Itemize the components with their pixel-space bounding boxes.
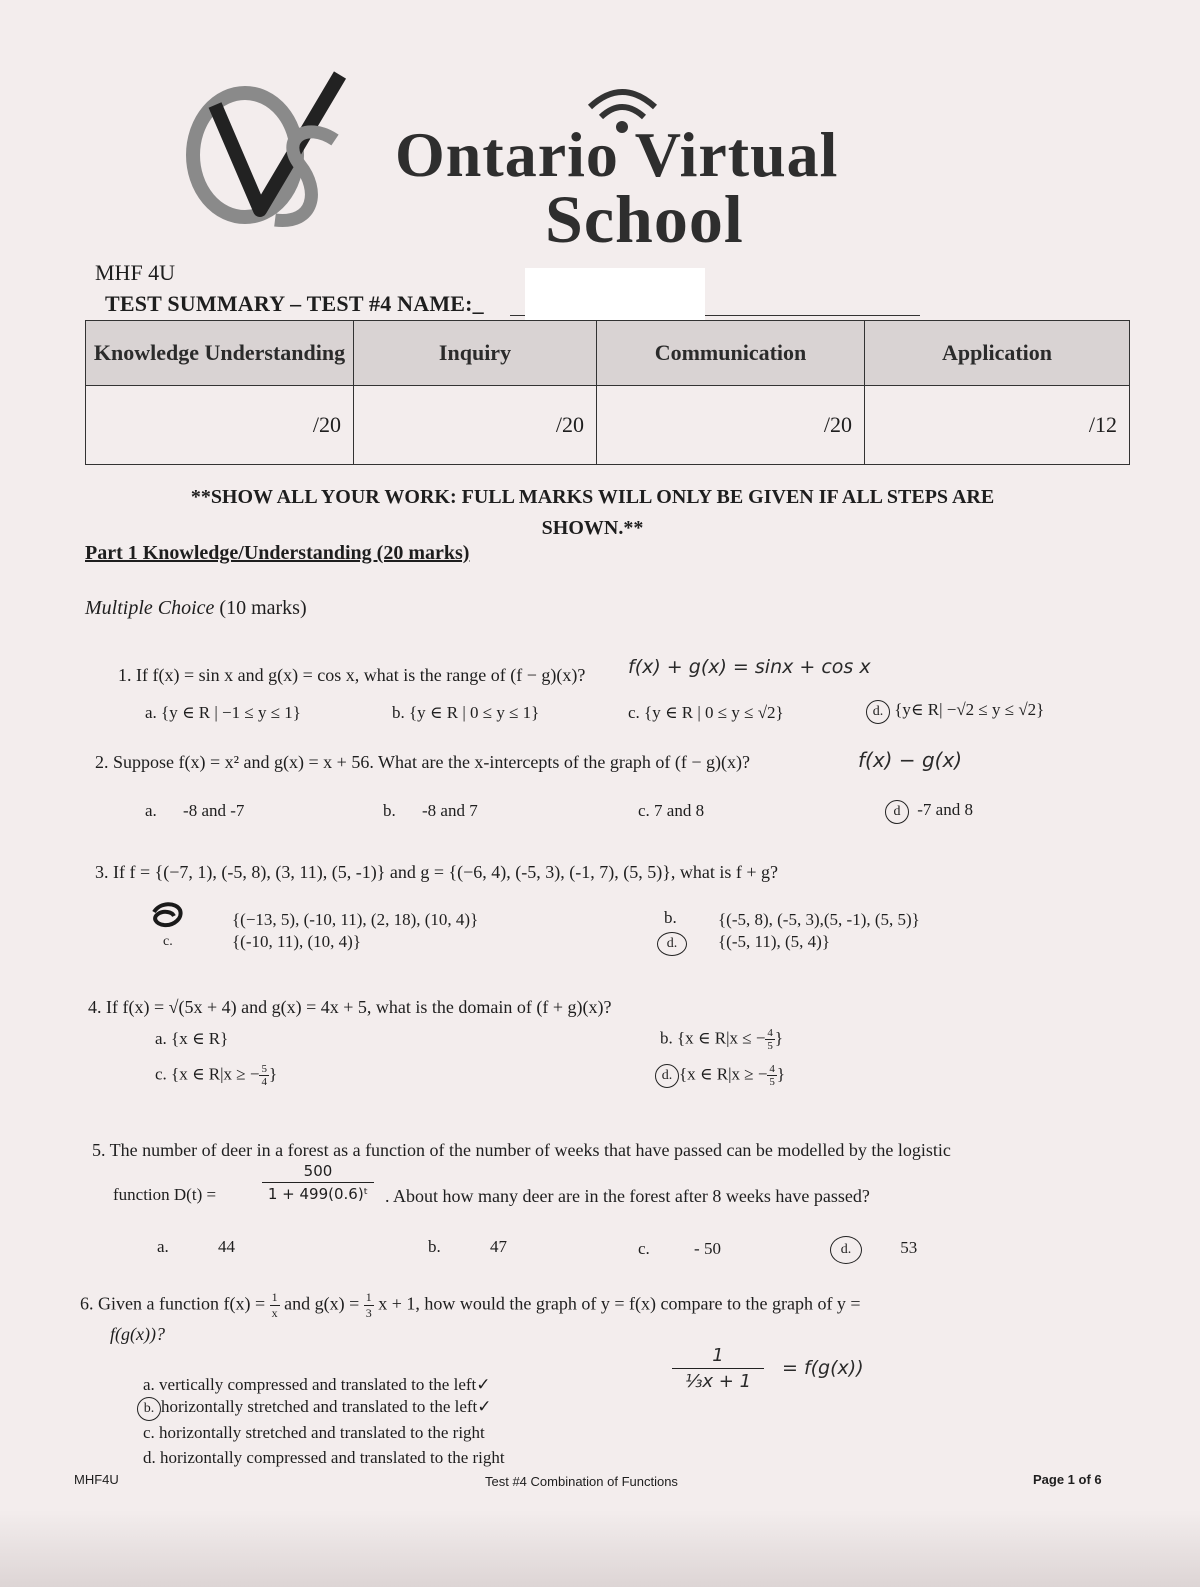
q1-option-c: c. {y ∈ R | 0 ≤ y ≤ √2} — [628, 703, 784, 722]
score-application: /12 — [865, 386, 1130, 465]
q4-option-d: d. {x ∈ R|x ≥ − $\frac{4}{5}$ } — [655, 1063, 785, 1088]
course-code: MHF 4U — [95, 260, 176, 285]
q5-numerator: 500 — [262, 1162, 374, 1183]
q1-text: 1. If f(x) = sin x and g(x) = cos x, what is the range of (f − g)(x)? — [118, 665, 586, 685]
q2-handwriting: f(x) − g(x) — [858, 748, 963, 772]
mc-heading — [85, 597, 307, 620]
q5-fraction — [262, 1162, 374, 1203]
score-communication: /20 — [597, 386, 865, 465]
q1-option-b: b. {y ∈ R | 0 ≤ y ≤ 1} — [392, 703, 540, 722]
mc-marks: (10 marks) — [219, 597, 307, 619]
q4-option-c: c. {x ∈ R|x ≥ − $\frac{5}{4}$ } — [155, 1063, 278, 1088]
summary-score-row — [86, 386, 1130, 465]
q1-d-selected-circle: d. — [866, 700, 890, 724]
q5-option-b: b. 47 — [428, 1237, 507, 1256]
q5-denominator: 1 + 499(0.6)ᵗ — [267, 1185, 369, 1203]
name-redaction-box — [525, 268, 705, 326]
logo-graphic — [175, 60, 365, 250]
q6-text-line1: 6. Given a function f(x) = $\frac{1}{x}$ and g(x) = $\frac{1}{3}$ x + 1, how would the graph of y = f(x) compare to the graph of y = — [80, 1290, 861, 1320]
q2-option-c: c. 7 and 8 — [638, 801, 705, 820]
q2-option-b: b. -8 and 7 — [383, 801, 478, 820]
header-application: Application — [865, 321, 1130, 386]
part1-title: Part 1 Knowledge/Understanding (20 marks) — [85, 542, 470, 564]
q5-text: 5. The number of deer in a forest as a function of the number of weeks that have passed can be modelled by the logistic — [92, 1140, 951, 1160]
q4-option-a: a. {x ∈ R} — [155, 1029, 229, 1048]
q6-option-d: d. horizontally compressed and translated to the right — [143, 1448, 505, 1467]
footer-left: MHF4U — [74, 1472, 119, 1487]
header-knowledge: Knowledge Understanding — [86, 321, 354, 386]
instructions-line1: **SHOW ALL YOUR WORK: FULL MARKS WILL ONLY BE GIVEN IF ALL STEPS ARE — [190, 486, 995, 508]
school-name-line1: Ontario Virtual — [395, 119, 839, 190]
q1-handwriting: f(x) + g(x) = sinx + cos x — [628, 656, 871, 678]
footer-center: Test #4 Combination of Functions — [485, 1474, 678, 1489]
q2-option-d: d -7 and 8 — [885, 800, 973, 824]
q6-text-line2: f(g(x))? — [110, 1324, 165, 1344]
q3-text: 3. If f = {(−7, 1), (-5, 8), (3, 11), (5, -1)} and g = {(−6, 4), (-5, 3), (-1, 7), (5, 5)}, what is f + g? — [95, 862, 778, 882]
q1-option-d — [866, 700, 1044, 724]
q6-b-selected-circle: b. — [137, 1397, 161, 1421]
q3-a-scribble-mark — [150, 900, 184, 930]
q6-handwriting-fraction: 1 ⅓x + 1 — [672, 1345, 764, 1392]
q3-option-c: {(-10, 11), (10, 4)} — [232, 932, 361, 951]
q3-option-b-marker: b. — [664, 908, 677, 927]
school-logo — [175, 60, 365, 250]
page-bottom-shadow — [0, 1510, 1200, 1587]
q5-option-d: d. 53 — [830, 1236, 917, 1264]
q2-d-selected-circle: d — [885, 800, 909, 824]
q3-option-b: {(-5, 8), (-5, 3),(5, -1), (5, 5)} — [718, 910, 920, 929]
q1-d-text: {y∈ R| −√2 ≤ y ≤ √2} — [894, 700, 1045, 719]
q1-option-a: a. {y ∈ R | −1 ≤ y ≤ 1} — [145, 703, 301, 722]
summary-header-row — [86, 321, 1130, 386]
q6-handwriting-rhs: = f(g(x)) — [782, 1357, 864, 1379]
q6-option-a: a. vertically compressed and translated to the left✓ — [143, 1375, 491, 1394]
q5-func-label: function D(t) = — [113, 1185, 217, 1204]
footer-right: Page 1 of 6 — [1033, 1472, 1102, 1487]
mc-label: Multiple Choice — [85, 597, 215, 619]
q6-option-c: c. horizontally stretched and translated to the right — [143, 1423, 485, 1442]
q3-option-d-marker — [657, 932, 687, 956]
header-inquiry: Inquiry — [354, 321, 597, 386]
header-communication: Communication — [597, 321, 865, 386]
q6-option-b: b. horizontally stretched and translated to the left✓ — [137, 1397, 492, 1421]
instructions-line2: SHOWN.** — [541, 517, 644, 539]
q4-option-b: b. {x ∈ R|x ≤ − $\frac{4}{5}$ } — [660, 1027, 784, 1052]
q5-option-a: a. 44 — [157, 1237, 236, 1256]
q5-option-c: c. - 50 — [638, 1239, 721, 1258]
q3-option-d: {(-5, 11), (5, 4)} — [718, 932, 830, 951]
q2-text: 2. Suppose f(x) = x² and g(x) = x + 56. What are the x-intercepts of the graph of (f − g)(x)? — [95, 752, 750, 772]
score-knowledge: /20 — [86, 386, 354, 465]
test-summary-label: TEST SUMMARY – TEST #4 NAME:_ — [105, 291, 484, 316]
school-name-line2: School — [545, 181, 744, 257]
score-inquiry: /20 — [354, 386, 597, 465]
q4-d-selected-circle: d. — [655, 1064, 679, 1088]
q5-tail: . About how many deer are in the forest after 8 weeks have passed? — [385, 1186, 870, 1206]
q5-d-selected-circle: d. — [830, 1236, 862, 1264]
q2-option-a: a. -8 and -7 — [145, 801, 245, 820]
q3-option-a: {(−13, 5), (-10, 11), (2, 18), (10, 4)} — [232, 910, 479, 929]
q3-option-c-marker: c. — [163, 934, 173, 949]
q3-d-selected-circle: d. — [657, 932, 687, 956]
test-summary-table — [85, 320, 1130, 465]
q4-text: 4. If f(x) = √(5x + 4) and g(x) = 4x + 5, what is the domain of (f + g)(x)? — [88, 997, 612, 1017]
